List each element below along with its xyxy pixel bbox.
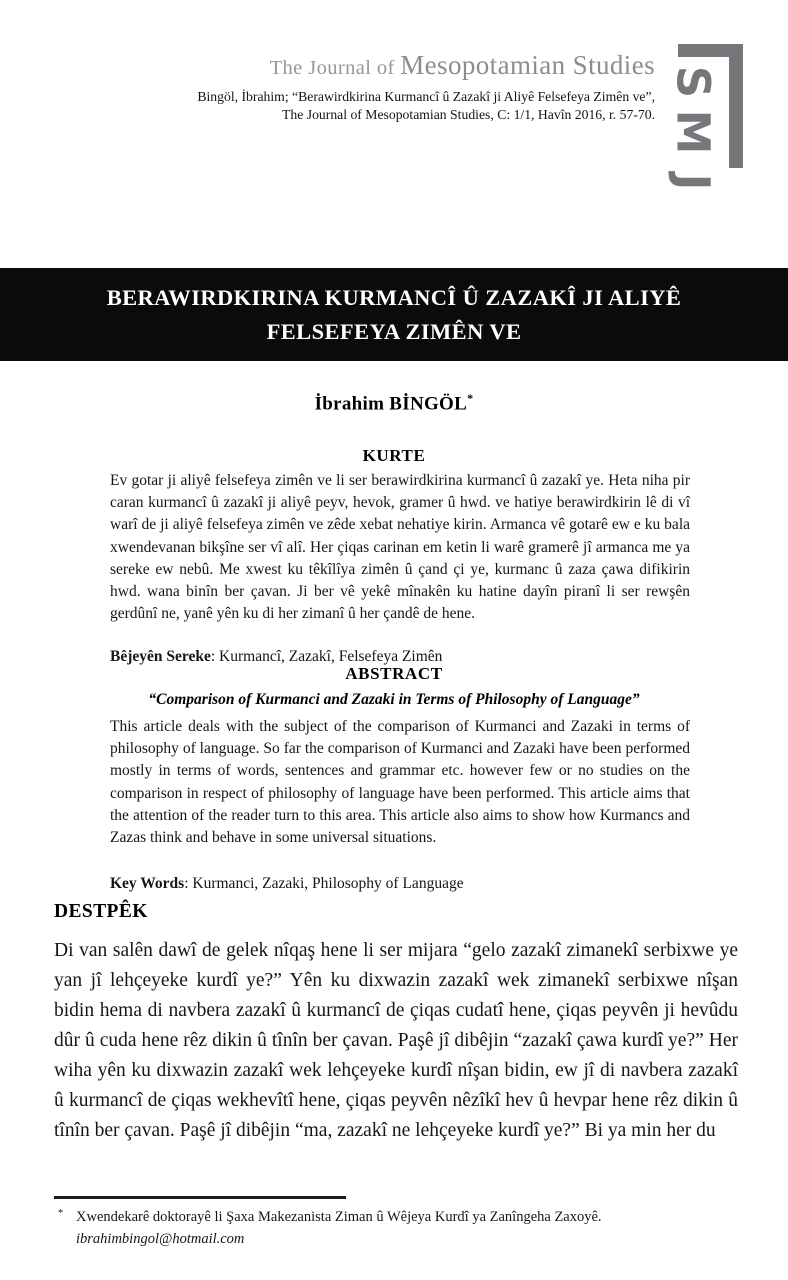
citation-line-1: Bingöl, İbrahim; “Berawirdkirina Kurmancî û Zazakî ji Aliyê Felsefeya Zimên ve”, bbox=[197, 89, 655, 104]
article-title-band bbox=[0, 268, 788, 361]
abstract-translated-title: “Comparison of Kurmanci and Zazaki in Terms of Philosophy of Language” bbox=[148, 691, 640, 708]
jms-logo bbox=[667, 44, 747, 206]
kurte-keywords-value: : Kurmancî, Zazakî, Felsefeya Zimên bbox=[210, 648, 443, 665]
abstract-keywords bbox=[110, 873, 690, 895]
introduction-heading: DESTPÊK bbox=[54, 901, 148, 922]
kurte-heading: KURTE bbox=[362, 446, 426, 465]
abstract-text: This article deals with the subject of the comparison of Kurmanci and Zazaki in terms of philosophy of language. So far the comparison of Kurmanci and Zazaki have been performed mostly in terms of words, sentences and grammar etc. however few or no studies on the comparison in respect of philosophy of language have been performed. This article aims that the attention of the reader turn to this area. This article also aims to show how Kurmancs and Zazas think and behave in some universal situations. bbox=[110, 718, 690, 847]
author-name: İbrahim BİNGÖL* bbox=[314, 391, 474, 415]
footnote-text: Xwendekarê doktorayê li Şaxa Makezanista Ziman û Wêjeya Kurdî ya Zanîngeha Zaxoyê. bbox=[76, 1209, 602, 1225]
masthead bbox=[0, 50, 655, 123]
footnote bbox=[56, 1207, 728, 1251]
svg-text:M: M bbox=[667, 109, 720, 155]
citation-line-2: The Journal of Mesopotamian Studies, C: 1/1, Havîn 2016, r. 57-70. bbox=[282, 106, 655, 122]
author-footnote-marker: * bbox=[467, 391, 474, 405]
footnote-email: ibrahimbingol@hotmail.com bbox=[76, 1230, 245, 1247]
abstract-heading: ABSTRACT bbox=[345, 664, 443, 683]
abstract-keywords-value: : Kurmanci, Zazaki, Philosophy of Language bbox=[184, 875, 464, 892]
svg-text:J: J bbox=[667, 173, 720, 191]
journal-title bbox=[0, 50, 655, 81]
footnote-marker: * bbox=[58, 1208, 64, 1219]
jms-logo-icon bbox=[667, 44, 747, 206]
article-title-line-2: FELSEFEYA ZIMÊN VE bbox=[266, 318, 522, 344]
svg-text:S: S bbox=[667, 65, 720, 99]
abstract-keywords-label: Key Words bbox=[110, 875, 185, 892]
kurte-abstract-text: Ev gotar ji aliyê felsefeya zimên ve li ser berawirdkirina kurmancî û zazakî ye. Heta niha pir caran kurmancî û zazakî ji aliyê peyv, hevok, gramer û hwd. ve hatiye berawirdkirin lê di vî warî de ji aliyê felsefeya zimên ve zêde xebat nehatiye kirin. Armanca vê gotarê ew e ku bala xwendevanan bikşîne ser vî alî. Her çiqas carinan em ketin li warê gramerê jî armanca me ya sereke ew nebû. Me xwest ku têkîlîya zimên û çand çi ye, kurmanc û zaza çawa difikirin hwd. wana binîn ber çavan. Ji ber vê yekê mînakên ku hatine dayîn piranî li ser rewşên gerdûnî ne, yanê yên ku di her zimanî û her çandê de hene. bbox=[110, 472, 690, 623]
kurte-keywords-label: Bêjeyên Sereke bbox=[110, 648, 211, 665]
citation bbox=[0, 88, 655, 123]
article-title-line-1: BERAWIRDKIRINA KURMANCÎ Û ZAZAKÎ JI ALIYÊ bbox=[106, 284, 682, 310]
journal-title-prefix: The Journal of bbox=[269, 57, 401, 79]
journal-title-main: Mesopotamian Studies bbox=[400, 50, 655, 80]
introduction-paragraph: Di van salên dawî de gelek nîqaş hene li ser mijara “gelo zazakî zimanekî serbixwe ye yan jî lehçeyeke kurdî ye?” Yên ku dixwazin zazakî wek zimanekî serbixwe nîşan bidin hema di navbera zazakî û kurmancî de çiqas cudatî hene, çiqas peyvên ji hevûdu dûr û cuda hene rêz dikin û tînîn ber çavan. Paşê jî dibêjin “zazakî çawa kurdî ye?” Her wiha yên ku dixwazin zazakî wek lehçeyeke kurdî nîşan bidin, ew jî di navbera zazakî û kurmancî de çiqas wekhevîtî hene, çiqas peyvên nêzîkî hev û hevpar hene rêz dikin û tînîn ber çavan. Paşê jî dibêjin “ma, zazakî ne lehçeyeke kurdî ye?” Bi ya min her du bbox=[54, 940, 738, 1141]
footnote-text-line bbox=[56, 1207, 728, 1229]
footnote-divider bbox=[54, 1196, 346, 1199]
